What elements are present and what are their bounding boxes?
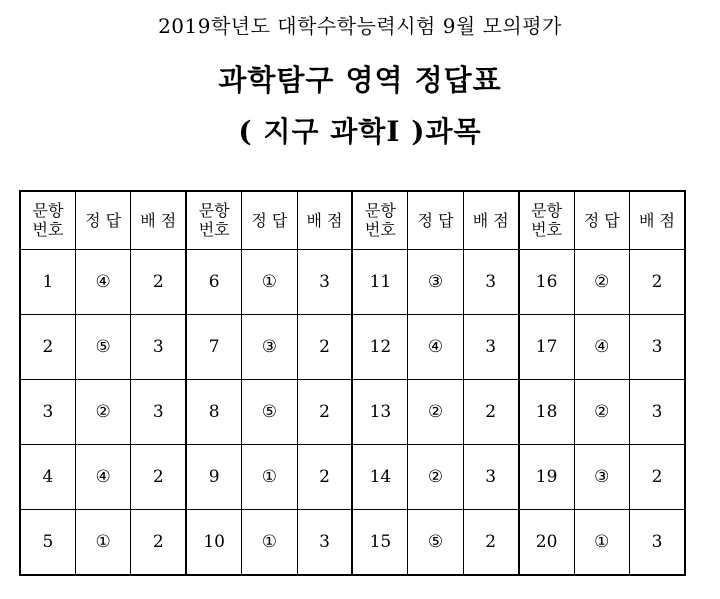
answer-cell: ②: [574, 250, 629, 315]
answer-cell: ②: [75, 380, 130, 445]
points-cell: 2: [131, 250, 186, 315]
exam-title: 2019학년도 대학수학능력시험 9월 모의평가: [158, 14, 562, 38]
header-number-line2: 번호: [32, 220, 64, 239]
question-number: 20: [519, 510, 574, 576]
question-number: 18: [519, 380, 574, 445]
answer-cell: ④: [408, 315, 463, 380]
points-cell: 2: [297, 315, 352, 380]
header-number-line1: 문항: [364, 201, 396, 220]
header-points: 배 점: [297, 191, 352, 250]
header-question-number: [519, 191, 574, 250]
points-cell: 2: [297, 445, 352, 510]
header-points: 배 점: [463, 191, 518, 250]
answer-key-table: [19, 190, 686, 576]
question-number: 13: [352, 380, 407, 445]
header-points: 배 점: [131, 191, 186, 250]
points-cell: 2: [131, 510, 186, 576]
answer-cell: ⑤: [408, 510, 463, 576]
points-cell: 3: [463, 250, 518, 315]
points-cell: 2: [629, 445, 685, 510]
table-row: [20, 445, 685, 510]
answer-cell: ③: [242, 315, 297, 380]
header-number-line1: 문항: [32, 201, 64, 220]
header-question-number: [186, 191, 241, 250]
answer-cell: ④: [75, 445, 130, 510]
question-number: 17: [519, 315, 574, 380]
header-answer: 정 답: [574, 191, 629, 250]
question-number: 10: [186, 510, 241, 576]
points-cell: 3: [297, 250, 352, 315]
header-number-line1: 문항: [198, 201, 230, 220]
header-number-line2: 번호: [364, 220, 396, 239]
answer-cell: ③: [408, 250, 463, 315]
answer-cell: ④: [75, 250, 130, 315]
answer-cell: ①: [75, 510, 130, 576]
question-number: 15: [352, 510, 407, 576]
answer-cell: ①: [242, 445, 297, 510]
question-number: 16: [519, 250, 574, 315]
points-cell: 3: [629, 510, 685, 576]
answer-cell: ②: [408, 445, 463, 510]
points-cell: 3: [297, 510, 352, 576]
header-number-line2: 번호: [531, 220, 563, 239]
subject-title: ( 지구 과학Ⅰ )과목: [238, 115, 482, 148]
question-number: 19: [519, 445, 574, 510]
points-cell: 2: [629, 250, 685, 315]
question-number: 1: [20, 250, 75, 315]
question-number: 3: [20, 380, 75, 445]
question-number: 11: [352, 250, 407, 315]
question-number: 8: [186, 380, 241, 445]
points-cell: 3: [131, 315, 186, 380]
points-cell: 3: [629, 380, 685, 445]
points-cell: 3: [463, 445, 518, 510]
points-cell: 3: [463, 315, 518, 380]
points-cell: 3: [629, 315, 685, 380]
answer-cell: ②: [574, 380, 629, 445]
points-cell: 2: [463, 380, 518, 445]
question-number: 12: [352, 315, 407, 380]
answer-cell: ①: [242, 250, 297, 315]
header-answer: 정 답: [242, 191, 297, 250]
points-cell: 3: [131, 380, 186, 445]
answer-cell: ④: [574, 315, 629, 380]
header-answer: 정 답: [75, 191, 130, 250]
answer-cell: ③: [574, 445, 629, 510]
table-row: [20, 510, 685, 576]
table-row: [20, 250, 685, 315]
header-number-line2: 번호: [198, 220, 230, 239]
answer-cell: ⑤: [242, 380, 297, 445]
answer-cell: ⑤: [75, 315, 130, 380]
points-cell: 2: [131, 445, 186, 510]
points-cell: 2: [463, 510, 518, 576]
question-number: 9: [186, 445, 241, 510]
points-cell: 2: [297, 380, 352, 445]
table-row: [20, 380, 685, 445]
answer-cell: ①: [574, 510, 629, 576]
question-number: 14: [352, 445, 407, 510]
question-number: 6: [186, 250, 241, 315]
header-answer: 정 답: [408, 191, 463, 250]
header-question-number: [352, 191, 407, 250]
table-row: [20, 315, 685, 380]
question-number: 2: [20, 315, 75, 380]
question-number: 7: [186, 315, 241, 380]
header-number-line1: 문항: [531, 201, 563, 220]
question-number: 5: [20, 510, 75, 576]
answer-cell: ②: [408, 380, 463, 445]
header-points: 배 점: [629, 191, 685, 250]
header-row: [20, 191, 685, 250]
section-title: 과학탐구 영역 정답표: [218, 63, 502, 97]
header-question-number: [20, 191, 75, 250]
question-number: 4: [20, 445, 75, 510]
answer-cell: ①: [242, 510, 297, 576]
